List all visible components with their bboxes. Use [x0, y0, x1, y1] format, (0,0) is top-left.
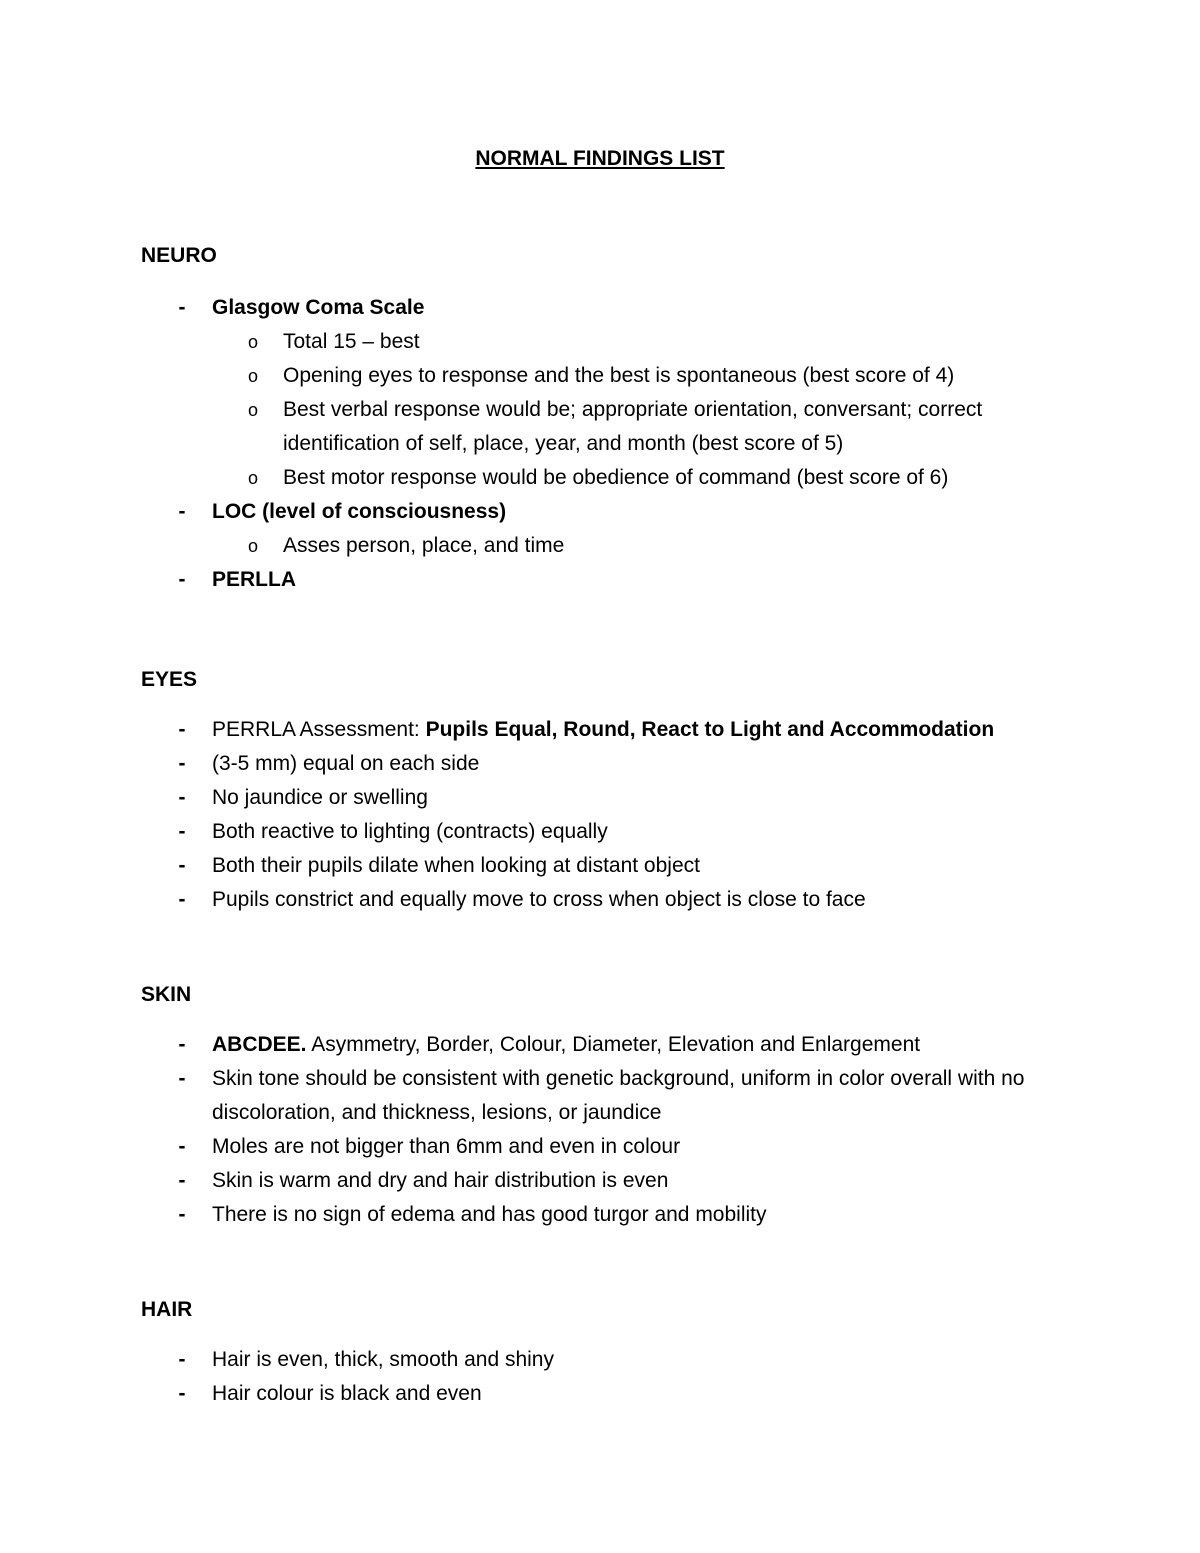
dash-bullet: - [178, 1348, 186, 1371]
perrla-prefix: PERRLA Assessment: [212, 718, 426, 741]
loc-sublist [212, 529, 1081, 563]
sub-item-text: Total 15 – best [283, 330, 420, 353]
circle-bullet: o [248, 332, 259, 352]
abcdee-bold: ABCDEE. [212, 1033, 307, 1056]
list-item [141, 1198, 1081, 1232]
hair-list [141, 1343, 1081, 1411]
sub-list-item [212, 529, 1081, 563]
skin-list [141, 1028, 1081, 1232]
section-heading-eyes: EYES [141, 668, 198, 691]
dash-bullet: - [178, 888, 186, 911]
list-item [141, 1130, 1081, 1164]
list-item [141, 713, 1081, 747]
sub-list-item [212, 461, 1081, 495]
list-item [141, 1377, 1081, 1411]
circle-bullet: o [248, 400, 259, 420]
sub-list-item [212, 393, 1081, 461]
dash-bullet: - [178, 752, 186, 775]
dash-bullet: - [178, 500, 186, 523]
dash-bullet: - [178, 1033, 186, 1056]
item-text: Pupils constrict and equally move to cross when object is close to face [212, 888, 866, 911]
circle-bullet: o [248, 536, 259, 556]
sub-item-text: Best motor response would be obedience of command (best score of 6) [283, 466, 949, 489]
dash-bullet: - [178, 1135, 186, 1158]
section-heading-hair: HAIR [141, 1298, 193, 1321]
loc-label: LOC (level of consciousness) [212, 500, 507, 523]
list-item [141, 291, 1081, 495]
section-heading-neuro: NEURO [141, 244, 217, 267]
section-eyes [141, 667, 1081, 917]
sub-item-text: Asses person, place, and time [283, 534, 565, 557]
dash-bullet: - [178, 1067, 186, 1090]
list-item [141, 1062, 1081, 1130]
sub-list-item [212, 359, 1081, 393]
neuro-list [141, 291, 1081, 597]
item-text: Skin tone should be consistent with genetic background, uniform in color overall with no discoloration, and thickness, lesions, or jaundice [212, 1067, 1025, 1124]
item-text: (3-5 mm) equal on each side [212, 752, 480, 775]
item-text: Skin is warm and dry and hair distribution is even [212, 1169, 669, 1192]
list-item [141, 849, 1081, 883]
page-title: NORMAL FINDINGS LIST [475, 147, 725, 170]
circle-bullet: o [248, 468, 259, 488]
dash-bullet: - [178, 854, 186, 877]
section-heading-skin: SKIN [141, 983, 192, 1006]
list-item [141, 815, 1081, 849]
circle-bullet: o [248, 366, 259, 386]
section-skin [141, 982, 1081, 1232]
list-item [141, 1164, 1081, 1198]
item-text: There is no sign of edema and has good turgor and mobility [212, 1203, 767, 1226]
dash-bullet: - [178, 786, 186, 809]
list-item [141, 883, 1081, 917]
item-text: Both their pupils dilate when looking at distant object [212, 854, 700, 877]
section-neuro [141, 243, 1081, 597]
item-text: Moles are not bigger than 6mm and even in colour [212, 1135, 681, 1158]
item-text: No jaundice or swelling [212, 786, 428, 809]
gcs-label: Glasgow Coma Scale [212, 296, 425, 319]
sub-list-item [212, 325, 1081, 359]
perlla-label: PERLLA [212, 568, 296, 591]
item-text: Hair is even, thick, smooth and shiny [212, 1348, 554, 1371]
dash-bullet: - [178, 1382, 186, 1405]
sub-item-text: Best verbal response would be; appropriate orientation, conversant; correct identification of self, place, year, and month (best score of 5) [283, 398, 983, 455]
abcdee-text: Asymmetry, Border, Colour, Diameter, Elevation and Enlargement [306, 1033, 921, 1056]
item-text: Both reactive to lighting (contracts) equally [212, 820, 608, 843]
list-item [141, 1028, 1081, 1062]
list-item [141, 563, 1081, 597]
perrla-bold: Pupils Equal, Round, React to Light and Accommodation [425, 718, 995, 741]
list-item [141, 747, 1081, 781]
dash-bullet: - [178, 1203, 186, 1226]
section-hair [141, 1297, 1081, 1411]
dash-bullet: - [178, 718, 186, 741]
gcs-sublist [212, 325, 1081, 495]
list-item [141, 495, 1081, 563]
dash-bullet: - [178, 296, 186, 319]
eyes-list [141, 713, 1081, 917]
dash-bullet: - [178, 1169, 186, 1192]
dash-bullet: - [178, 820, 186, 843]
item-text: Hair colour is black and even [212, 1382, 482, 1405]
dash-bullet: - [178, 568, 186, 591]
sub-item-text: Opening eyes to response and the best is spontaneous (best score of 4) [283, 364, 955, 387]
list-item [141, 781, 1081, 815]
list-item [141, 1343, 1081, 1377]
